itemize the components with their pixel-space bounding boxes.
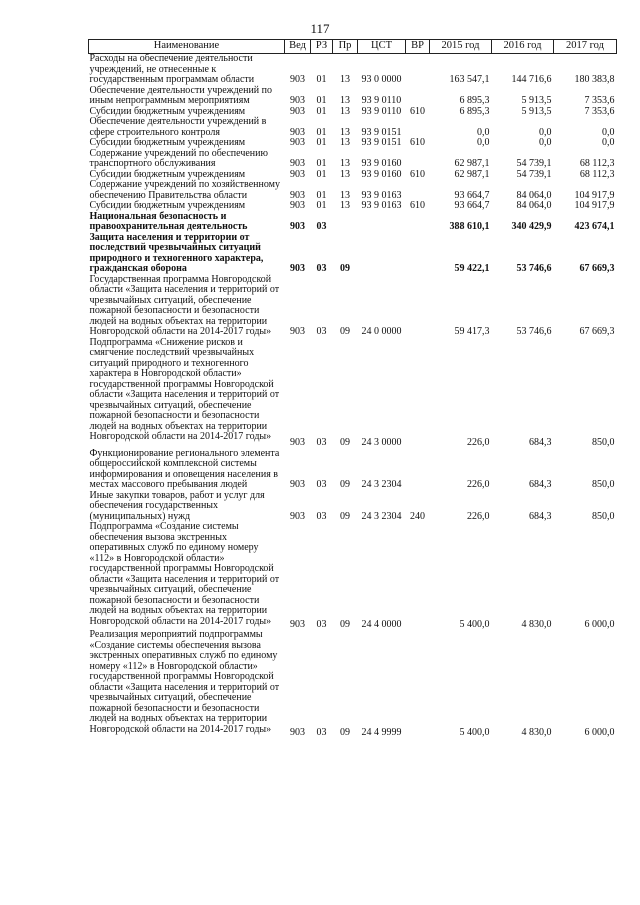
cell-name: Содержание учреждений по хозяйственному обеспечению Правительства области xyxy=(89,179,280,201)
cell-cst: 93 9 0160 xyxy=(361,158,402,169)
cell-2017: 0,0 xyxy=(602,137,615,148)
budget-table xyxy=(88,39,617,738)
cell-rz: 03 xyxy=(316,263,327,274)
cell-2016: 84 064,0 xyxy=(516,200,552,211)
cell-2016: 144 716,6 xyxy=(511,74,552,85)
cell-rz: 01 xyxy=(316,105,327,117)
cell-vr xyxy=(406,338,430,449)
cell-pr: 13 xyxy=(340,200,350,211)
cell-cst: 93 9 0151 xyxy=(361,126,402,138)
cell-2016: 684,3 xyxy=(529,479,552,490)
cell-cst: 24 3 2304 xyxy=(361,479,402,490)
cell-vr xyxy=(406,117,430,138)
cell-ved: 903 xyxy=(290,95,305,106)
cell-2017: 850,0 xyxy=(592,437,615,448)
cell-name: Реализация мероприятий подпрограммы «Создание системы обеспечения вызова экстренных оперативных служб по единому номеру «112» в Новгородской области» государственной программы Новгородской области «Защита населения и территорий от чрезвычайных ситуаций, обеспечение пожарной безопасности и безопасности людей на водных объектах на территории Новгородской области на 2014-2017 годы» xyxy=(89,629,280,735)
cell-vr xyxy=(406,54,430,86)
table-row xyxy=(89,212,617,233)
cell-pr: 09 xyxy=(340,263,350,274)
cell-vr: 240 xyxy=(410,510,425,522)
cell-pr: 13 xyxy=(340,74,350,85)
cell-name: Иные закупки товаров, работ и услуг для обеспечения государственных (муниципальных) нужд xyxy=(89,489,265,522)
cell-2016: 0,0 xyxy=(539,126,552,138)
table-row xyxy=(89,233,617,275)
cell-rz: 03 xyxy=(316,479,327,490)
cell-name: Субсидии бюджетным учреждениям xyxy=(89,137,246,148)
cell-name: Подпрограмма «Снижение рисков и смягчение последствий чрезвычайных ситуаций природного и техногенного характера в Новгородской области» государственной программы Новгородской области «Защита населения и территорий от чрезвычайных ситуаций, обеспечение пожарной безопасности и безопасности людей на водных объектах на территории Новгородской области на 2014-2017 годы» xyxy=(89,336,280,442)
cell-rz: 01 xyxy=(316,200,327,211)
cell-ved: 903 xyxy=(290,510,305,522)
cell-name: Обеспечение деятельности учреждений в сфере строительного контроля xyxy=(89,116,267,138)
cell-vr: 610 xyxy=(410,200,425,211)
cell-name: Содержание учреждений по обеспечению транспортного обслуживания xyxy=(89,147,268,169)
cell-2017: 104 917,9 xyxy=(574,189,615,201)
cell-name: Субсидии бюджетным учреждениям xyxy=(89,105,246,117)
cell-2016: 0,0 xyxy=(539,137,552,148)
cell-pr xyxy=(333,212,358,233)
table-row xyxy=(89,338,617,449)
cell-2017: 7 353,6 xyxy=(584,95,615,106)
cell-2016: 684,3 xyxy=(529,510,552,522)
header-vr: ВР xyxy=(406,40,430,54)
cell-cst: 24 4 9999 xyxy=(361,726,402,738)
cell-cst xyxy=(358,233,406,275)
cell-ved: 903 xyxy=(290,126,305,138)
cell-rz: 01 xyxy=(316,168,327,180)
cell-ved: 903 xyxy=(290,479,305,490)
cell-ved: 903 xyxy=(290,726,305,738)
cell-name: Обеспечение деятельности учреждений по иным непрограммным мероприятиям xyxy=(89,84,273,106)
cell-2015: 5 400,0 xyxy=(459,618,490,630)
cell-rz: 03 xyxy=(316,221,327,232)
cell-pr: 09 xyxy=(340,726,350,738)
cell-name: Подпрограмма «Создание системы обеспечения вызова экстренных оперативных служб по единому номеру «112» в Новгородской области» государственной программы Новгородской области «Защита населения и территорий от чрезвычайных ситуаций, обеспечение пожарной безопасности и безопасности людей на водных объектах на территории Новгородской области на 2014-2017 годы» xyxy=(89,521,280,627)
cell-name: Национальная безопасность и правоохранительная деятельность xyxy=(89,210,248,232)
cell-2017: 850,0 xyxy=(592,479,615,490)
cell-cst: 93 0 0000 xyxy=(361,74,402,85)
cell-2016: 4 830,0 xyxy=(521,618,552,630)
table-row xyxy=(89,449,617,491)
cell-ved: 903 xyxy=(290,326,305,337)
cell-cst: 24 3 2304 xyxy=(361,510,402,522)
header-2017: 2017 год xyxy=(554,40,617,54)
cell-2016: 53 746,6 xyxy=(516,263,552,274)
cell-cst: 24 4 0000 xyxy=(361,618,402,630)
cell-ved: 903 xyxy=(290,158,305,169)
cell-ved: 903 xyxy=(290,437,305,448)
cell-name: Субсидии бюджетным учреждениям xyxy=(89,168,246,180)
cell-2016: 5 913,5 xyxy=(521,95,552,106)
cell-vr: 610 xyxy=(410,105,425,117)
cell-vr xyxy=(406,449,430,491)
cell-2016: 53 746,6 xyxy=(516,326,552,337)
header-rz: РЗ xyxy=(311,40,333,54)
cell-2015: 6 895,3 xyxy=(459,105,490,117)
cell-ved: 903 xyxy=(290,263,305,274)
cell-2017: 423 674,1 xyxy=(574,221,615,232)
cell-pr: 09 xyxy=(340,618,350,630)
cell-2016: 54 739,1 xyxy=(516,158,552,169)
cell-ved: 903 xyxy=(290,105,305,117)
cell-pr: 13 xyxy=(340,158,350,169)
cell-vr xyxy=(406,233,430,275)
cell-2016: 684,3 xyxy=(529,437,552,448)
cell-ved: 903 xyxy=(290,221,305,232)
table-row xyxy=(89,275,617,338)
table-row xyxy=(89,201,617,212)
header-2016: 2016 год xyxy=(492,40,554,54)
cell-ved: 903 xyxy=(290,618,305,630)
cell-2017: 180 383,8 xyxy=(574,74,615,85)
cell-2015: 59 417,3 xyxy=(454,326,490,337)
cell-ved: 903 xyxy=(290,189,305,201)
cell-ved: 903 xyxy=(290,168,305,180)
cell-rz: 01 xyxy=(316,74,327,85)
cell-rz: 01 xyxy=(316,189,327,201)
table-row xyxy=(89,54,617,86)
cell-pr: 13 xyxy=(340,105,350,117)
cell-pr: 09 xyxy=(340,326,350,337)
table-row xyxy=(89,117,617,138)
cell-vr xyxy=(406,86,430,107)
cell-cst: 24 0 0000 xyxy=(361,326,402,337)
cell-2015: 226,0 xyxy=(467,437,490,448)
header-cst: ЦСТ xyxy=(358,40,406,54)
cell-rz: 03 xyxy=(316,437,327,448)
cell-cst: 93 9 0151 xyxy=(361,137,402,148)
cell-2015: 0,0 xyxy=(477,126,490,138)
cell-vr xyxy=(406,275,430,338)
header-ved: Вед xyxy=(285,40,311,54)
page-number: 117 xyxy=(310,21,330,36)
cell-name: Защита населения и территории от последствий чрезвычайных ситуаций природного и техногенного характера, гражданская оборона xyxy=(89,231,264,274)
cell-pr: 09 xyxy=(340,437,350,448)
table-header-row xyxy=(89,40,617,54)
cell-2016: 54 739,1 xyxy=(516,168,552,180)
cell-2016: 84 064,0 xyxy=(516,189,552,201)
cell-rz: 03 xyxy=(316,726,327,738)
cell-name: Расходы на обеспечение деятельности учреждений, не отнесенные к государственным программам области xyxy=(89,53,255,85)
cell-name: Функционирование регионального элемента общероссийской комплексной системы информирования и оповещения населения в местах массового пребывания людей xyxy=(89,447,280,490)
table-row xyxy=(89,630,617,738)
cell-rz: 03 xyxy=(316,510,327,522)
cell-cst: 93 9 0110 xyxy=(361,95,402,106)
cell-rz: 01 xyxy=(316,95,327,106)
cell-pr: 09 xyxy=(340,479,350,490)
table-row xyxy=(89,522,617,630)
cell-vr: 610 xyxy=(410,137,425,148)
cell-cst: 93 9 0163 xyxy=(361,189,402,201)
header-2015: 2015 год xyxy=(430,40,492,54)
cell-2015: 93 664,7 xyxy=(454,200,490,211)
cell-pr: 13 xyxy=(340,189,350,201)
cell-rz: 01 xyxy=(316,158,327,169)
cell-vr xyxy=(406,149,430,170)
cell-pr: 13 xyxy=(340,95,350,106)
cell-2015: 5 400,0 xyxy=(459,726,490,738)
cell-rz: 01 xyxy=(316,126,327,138)
cell-2016: 5 913,5 xyxy=(521,105,552,117)
cell-2015: 226,0 xyxy=(467,479,490,490)
cell-2015: 6 895,3 xyxy=(459,95,490,106)
cell-2017: 6 000,0 xyxy=(584,618,615,630)
cell-name: Государственная программа Новгородской области «Защита населения и территорий от чрезвычайных ситуаций, обеспечение пожарной безопасности и безопасности людей на водных объектах на территории Новгородской области на 2014-2017 годы» xyxy=(89,273,280,337)
header-pr: Пр xyxy=(333,40,358,54)
cell-ved: 903 xyxy=(290,200,305,211)
cell-2017: 0,0 xyxy=(602,126,615,138)
cell-rz: 03 xyxy=(316,618,327,630)
table-row xyxy=(89,149,617,170)
cell-ved: 903 xyxy=(290,74,305,85)
cell-2017: 7 353,6 xyxy=(584,105,615,117)
cell-vr xyxy=(406,522,430,630)
header-name: Наименование xyxy=(89,40,285,54)
cell-cst xyxy=(358,212,406,233)
cell-vr xyxy=(406,212,430,233)
cell-cst: 93 9 0163 xyxy=(361,200,402,211)
cell-pr: 13 xyxy=(340,126,350,138)
cell-2015: 163 547,1 xyxy=(449,74,490,85)
cell-ved: 903 xyxy=(290,137,305,148)
cell-2016: 340 429,9 xyxy=(511,221,552,232)
cell-pr: 13 xyxy=(340,168,350,180)
cell-cst: 93 9 0110 xyxy=(361,105,402,117)
cell-2015: 226,0 xyxy=(467,510,490,522)
cell-2017: 68 112,3 xyxy=(579,168,615,180)
cell-name: Субсидии бюджетным учреждениям xyxy=(89,200,246,211)
cell-2015: 388 610,1 xyxy=(449,221,490,232)
cell-2017: 68 112,3 xyxy=(579,158,615,169)
cell-pr: 09 xyxy=(340,510,350,522)
table-row xyxy=(89,138,617,149)
cell-2017: 67 669,3 xyxy=(579,263,615,274)
cell-2017: 104 917,9 xyxy=(574,200,615,211)
cell-vr: 610 xyxy=(410,168,425,180)
cell-pr: 13 xyxy=(340,137,350,148)
cell-2015: 0,0 xyxy=(477,137,490,148)
cell-2016: 4 830,0 xyxy=(521,726,552,738)
cell-2015: 62 987,1 xyxy=(454,158,490,169)
cell-2017: 67 669,3 xyxy=(579,326,615,337)
cell-vr xyxy=(406,630,430,738)
table-row xyxy=(89,180,617,201)
table-row xyxy=(89,491,617,523)
table-row xyxy=(89,86,617,107)
cell-vr xyxy=(406,180,430,201)
cell-cst: 24 3 0000 xyxy=(361,437,402,448)
cell-2015: 62 987,1 xyxy=(454,168,490,180)
cell-2015: 59 422,1 xyxy=(454,263,490,274)
cell-2017: 850,0 xyxy=(592,510,615,522)
cell-2015: 93 664,7 xyxy=(454,189,490,201)
cell-rz: 03 xyxy=(316,326,327,337)
cell-rz: 01 xyxy=(316,137,327,148)
cell-2017: 6 000,0 xyxy=(584,726,615,738)
cell-cst: 93 9 0160 xyxy=(361,168,402,180)
